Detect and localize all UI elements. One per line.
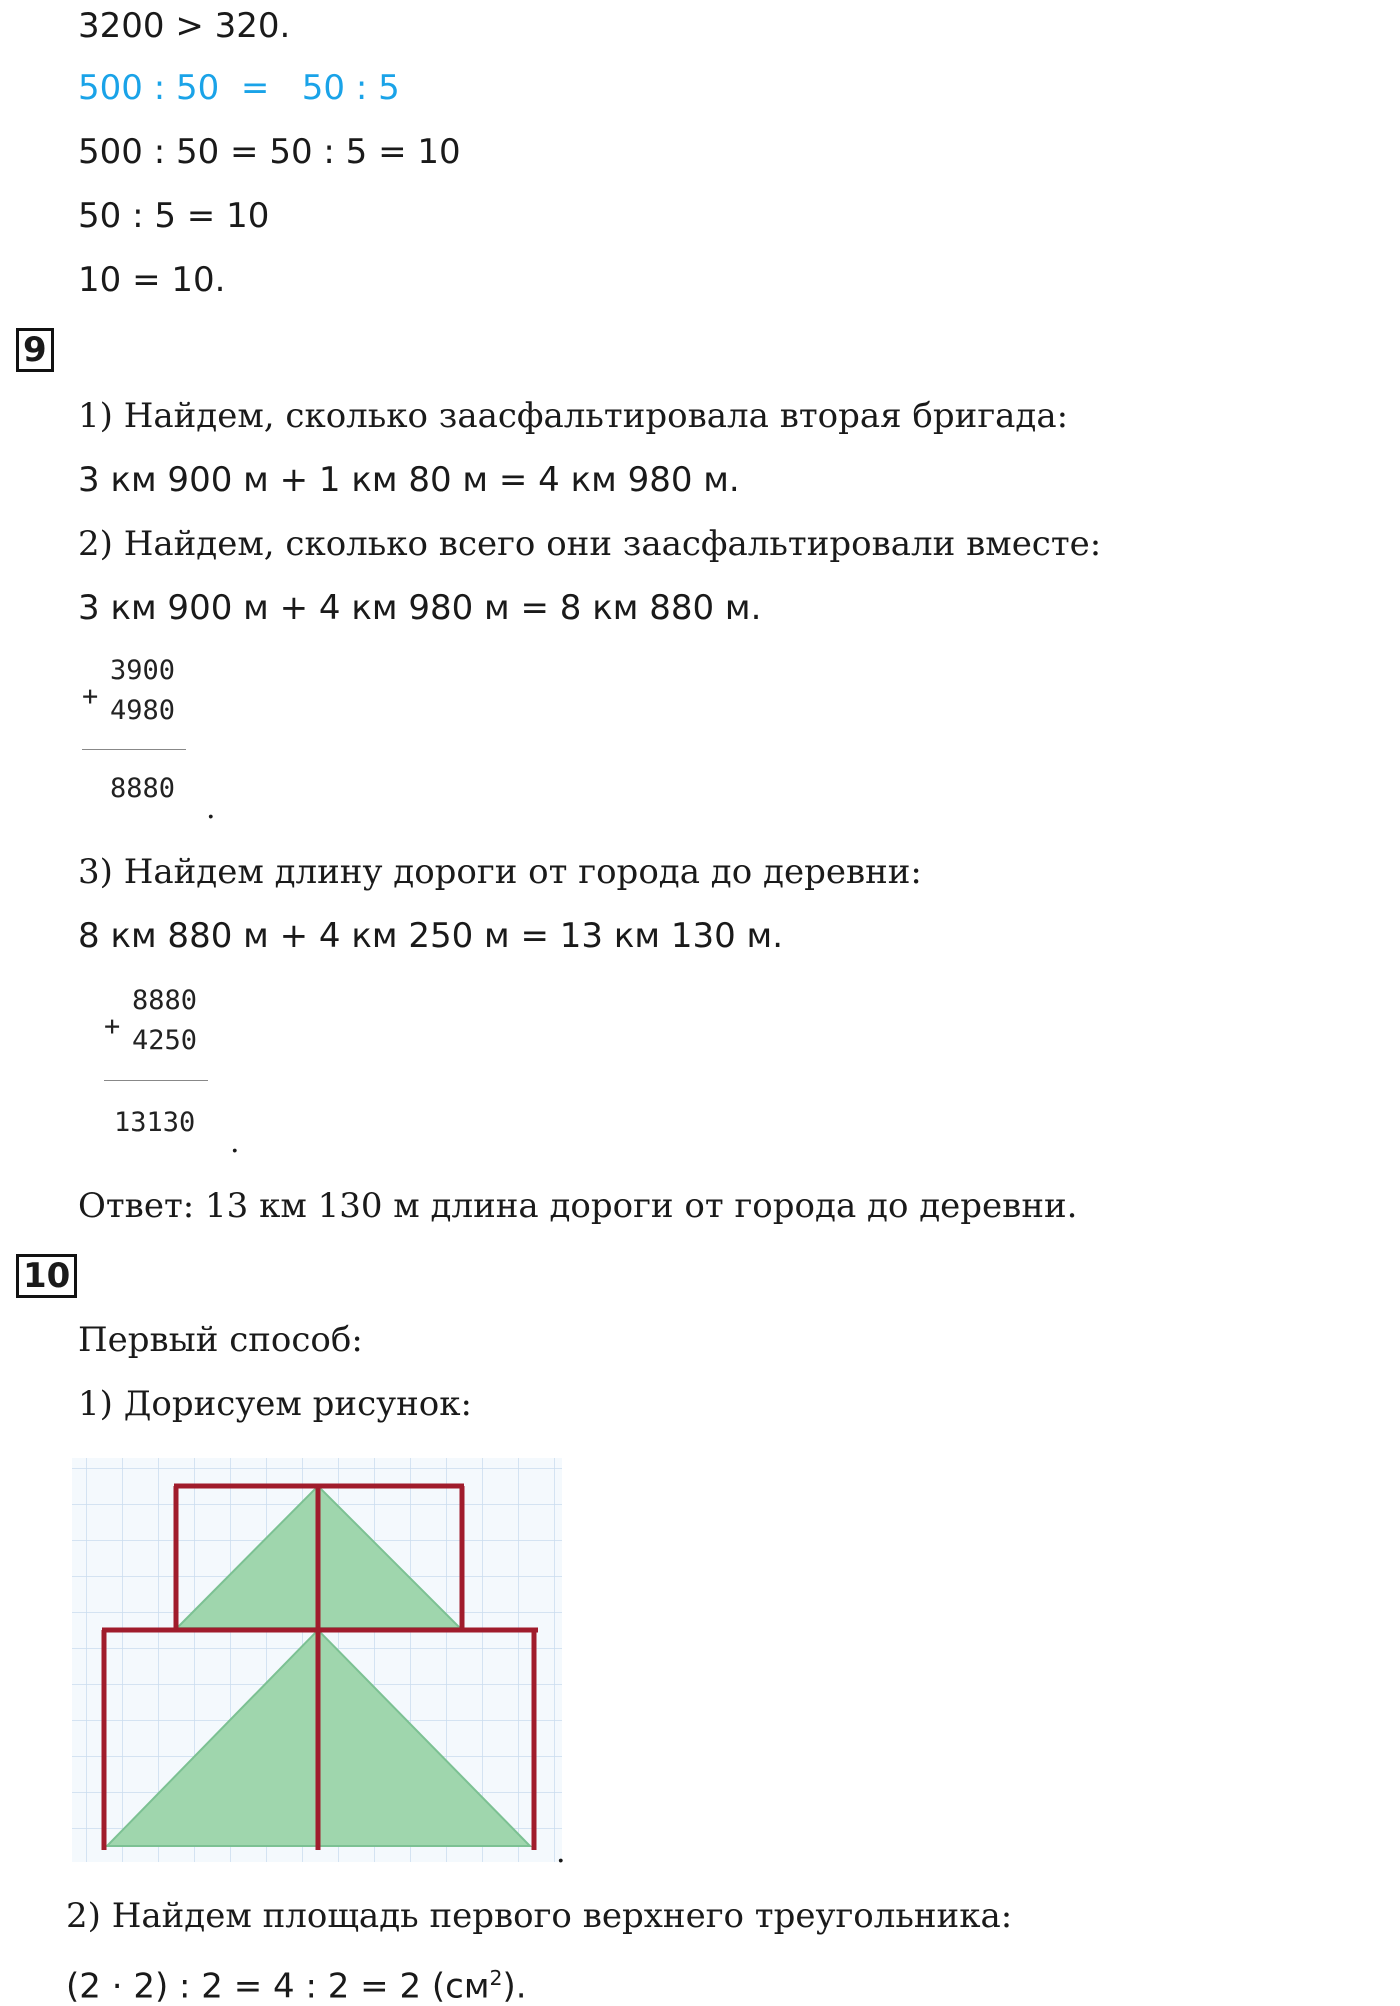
grid-figure	[72, 1458, 562, 1862]
task9-step1-equation: 3 км 900 м + 1 км 80 м = 4 км 980 м.	[78, 460, 740, 500]
sum-result: 13130	[114, 1107, 196, 1138]
plus-sign: +	[104, 1011, 121, 1042]
column-dot: .	[230, 1125, 240, 1160]
sum-rule	[82, 749, 186, 750]
sum-rule	[104, 1080, 208, 1081]
addend-b: 4980	[110, 695, 176, 726]
task10-step2-equation: (2 · 2) : 2 = 4 : 2 = 2 $(см^2)$.	[66, 1966, 527, 2006]
task10-method: Первый способ:	[78, 1320, 363, 1360]
comparison-line-3: 500 : 50 = 50 : 5 = 10	[78, 132, 461, 172]
task10-step2: 2) Найдем площадь первого верхнего треугольника:	[66, 1896, 1013, 1936]
task9-step3-equation: 8 км 880 м + 4 км 250 м = 13 км 130 м.	[78, 916, 784, 956]
task10-step1: 1) Дорисуем рисунок:	[78, 1384, 472, 1424]
sum-result: 8880	[110, 773, 176, 804]
task9-step3: 3) Найдем длину дороги от города до деревни:	[78, 852, 922, 892]
comparison-line-1: 3200 > 320.	[78, 6, 291, 46]
task9-step2: 2) Найдем, сколько всего они заасфальтировали вместе:	[78, 524, 1102, 564]
addend-b: 4250	[132, 1025, 198, 1056]
column-dot: .	[206, 791, 216, 826]
figure-dot: .	[556, 1835, 566, 1870]
addend-a: 8880	[132, 985, 198, 1016]
task-number-9: 9	[16, 328, 54, 372]
task9-step1: 1) Найдем, сколько заасфальтировала вторая бригада:	[78, 396, 1069, 436]
task9-step2-equation: 3 км 900 м + 4 км 980 м = 8 км 880 м.	[78, 588, 762, 628]
task9-answer: Ответ: 13 км 130 м длина дороги от города до деревни.	[78, 1186, 1078, 1226]
comparison-line-5: 10 = 10.	[78, 260, 226, 300]
comparison-line-2: 500 : 50 = 50 : 5	[78, 68, 400, 108]
task-number-10: 10	[16, 1254, 77, 1298]
plus-sign: +	[82, 681, 99, 712]
addend-a: 3900	[110, 655, 176, 686]
comparison-line-4: 50 : 5 = 10	[78, 196, 270, 236]
